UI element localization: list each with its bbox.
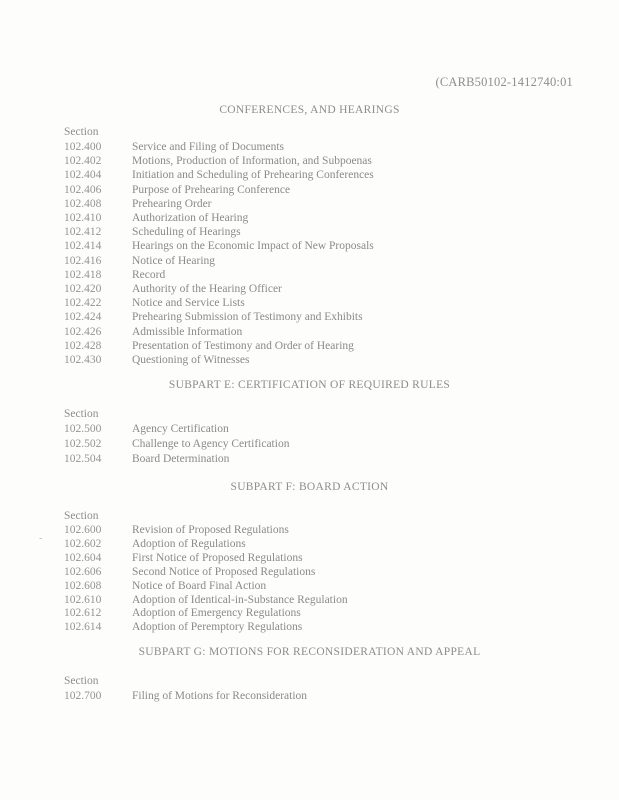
toc-entry [64,580,266,594]
section-number: 102.600 [64,524,102,536]
section-number: 102.422 [64,297,102,310]
toc-entry [64,566,315,580]
section-number: 102.424 [64,311,102,324]
section-number: 102.610 [64,593,102,606]
toc-entry [64,594,348,608]
toc-entry [64,169,374,183]
section-title: Authority of the Hearing Officer [132,283,282,295]
group-heading: CONFERENCES, AND HEARINGS [219,104,400,116]
section-label: Section [64,408,99,420]
toc-entry [64,524,289,538]
section-number: 102.500 [64,423,102,435]
toc-entry [64,283,282,297]
section-title: Notice of Hearing [132,254,216,267]
section-title: Authorization of Hearing [132,212,249,224]
section-title: Record [132,268,166,281]
toc-entry [64,538,246,552]
toc-entry [64,423,229,437]
toc-entry [64,607,301,621]
section-label: Section [64,126,99,138]
toc-entry [64,226,241,240]
section-number: 102.606 [64,565,102,578]
section-title: Scheduling of Hearings [132,226,241,239]
toc-entry [64,269,165,283]
toc-entry [64,311,363,325]
section-title: Adoption of Identical-in-Substance Regulation [132,593,348,606]
section-number: 102.410 [64,212,102,224]
section-title: Adoption of Emergency Regulations [132,607,301,620]
section-title: Adoption of Peremptory Regulations [132,621,303,634]
section-title: Motions, Production of Information, and Subpoenas [132,155,372,168]
section-number: 102.604 [64,551,102,564]
section-number: 102.406 [64,183,102,196]
toc-entry [64,198,212,212]
toc-entry [64,354,250,368]
section-number: 102.418 [64,268,102,281]
section-number: 102.420 [64,283,102,295]
document-id: (CARB50102-1412740:01 [435,75,573,89]
toc-entry [64,212,248,226]
section-title: Notice of Board Final Action [132,579,267,592]
section-title: Notice and Service Lists [132,297,245,310]
section-title: Filing of Motions for Reconsideration [132,690,308,702]
section-number: 102.612 [64,607,102,620]
toc-entry [64,255,215,269]
toc-entry [64,453,229,467]
toc-entry [64,141,284,155]
subpart-heading: SUBPART F: BOARD ACTION [230,481,389,493]
section-number: 102.700 [64,690,102,702]
section-number: 102.408 [64,197,102,210]
section-title: Revision of Proposed Regulations [132,524,289,536]
subpart-heading: SUBPART E: CERTIFICATION OF REQUIRED RULES [168,379,451,391]
section-number: 102.416 [64,254,102,267]
section-number: 102.430 [64,354,102,366]
section-title: Questioning of Witnesses [132,354,250,366]
section-title: Purpose of Prehearing Conference [132,183,291,196]
section-number: 102.614 [64,621,102,634]
section-number: 102.412 [64,226,102,239]
toc-entry [64,340,354,354]
section-number: 102.504 [64,453,102,465]
toc-entry [64,184,290,198]
toc-entry [64,690,307,704]
section-number: 102.400 [64,141,102,153]
section-number: 102.404 [64,169,102,182]
section-number: 102.608 [64,579,102,592]
section-title: Prehearing Submission of Testimony and Exhibits [132,311,363,324]
section-number: 102.602 [64,537,102,550]
toc-entry [64,155,372,169]
section-title: Challenge to Agency Certification [132,438,290,450]
subpart-heading: SUBPART G: MOTIONS FOR RECONSIDERATION AND APPEAL [138,646,481,658]
section-title: Adoption of Regulations [132,537,246,550]
section-title: Board Determination [132,453,230,465]
section-number: 102.414 [64,240,102,253]
toc-entry [64,438,289,452]
toc-entry [64,621,302,635]
stray-mark: - [39,533,43,544]
toc-entry [64,552,303,566]
section-number: 102.426 [64,325,102,338]
toc-entry [64,326,242,340]
section-title: First Notice of Proposed Regulations [132,551,303,564]
section-title: Initiation and Scheduling of Prehearing Conferences [132,169,374,182]
section-title: Prehearing Order [132,197,212,210]
section-title: Hearings on the Economic Impact of New Proposals [132,240,374,253]
section-label: Section [64,675,99,687]
section-number: 102.502 [64,438,102,450]
toc-entry [64,297,245,311]
section-number: 102.428 [64,339,102,352]
section-title: Presentation of Testimony and Order of Hearing [132,339,354,352]
toc-entry [64,240,374,254]
section-title: Admissible Information [132,325,243,338]
section-title: Service and Filing of Documents [132,141,285,153]
section-number: 102.402 [64,155,102,168]
section-title: Second Notice of Proposed Regulations [132,565,316,578]
section-title: Agency Certification [132,423,229,435]
section-label: Section [64,510,99,522]
